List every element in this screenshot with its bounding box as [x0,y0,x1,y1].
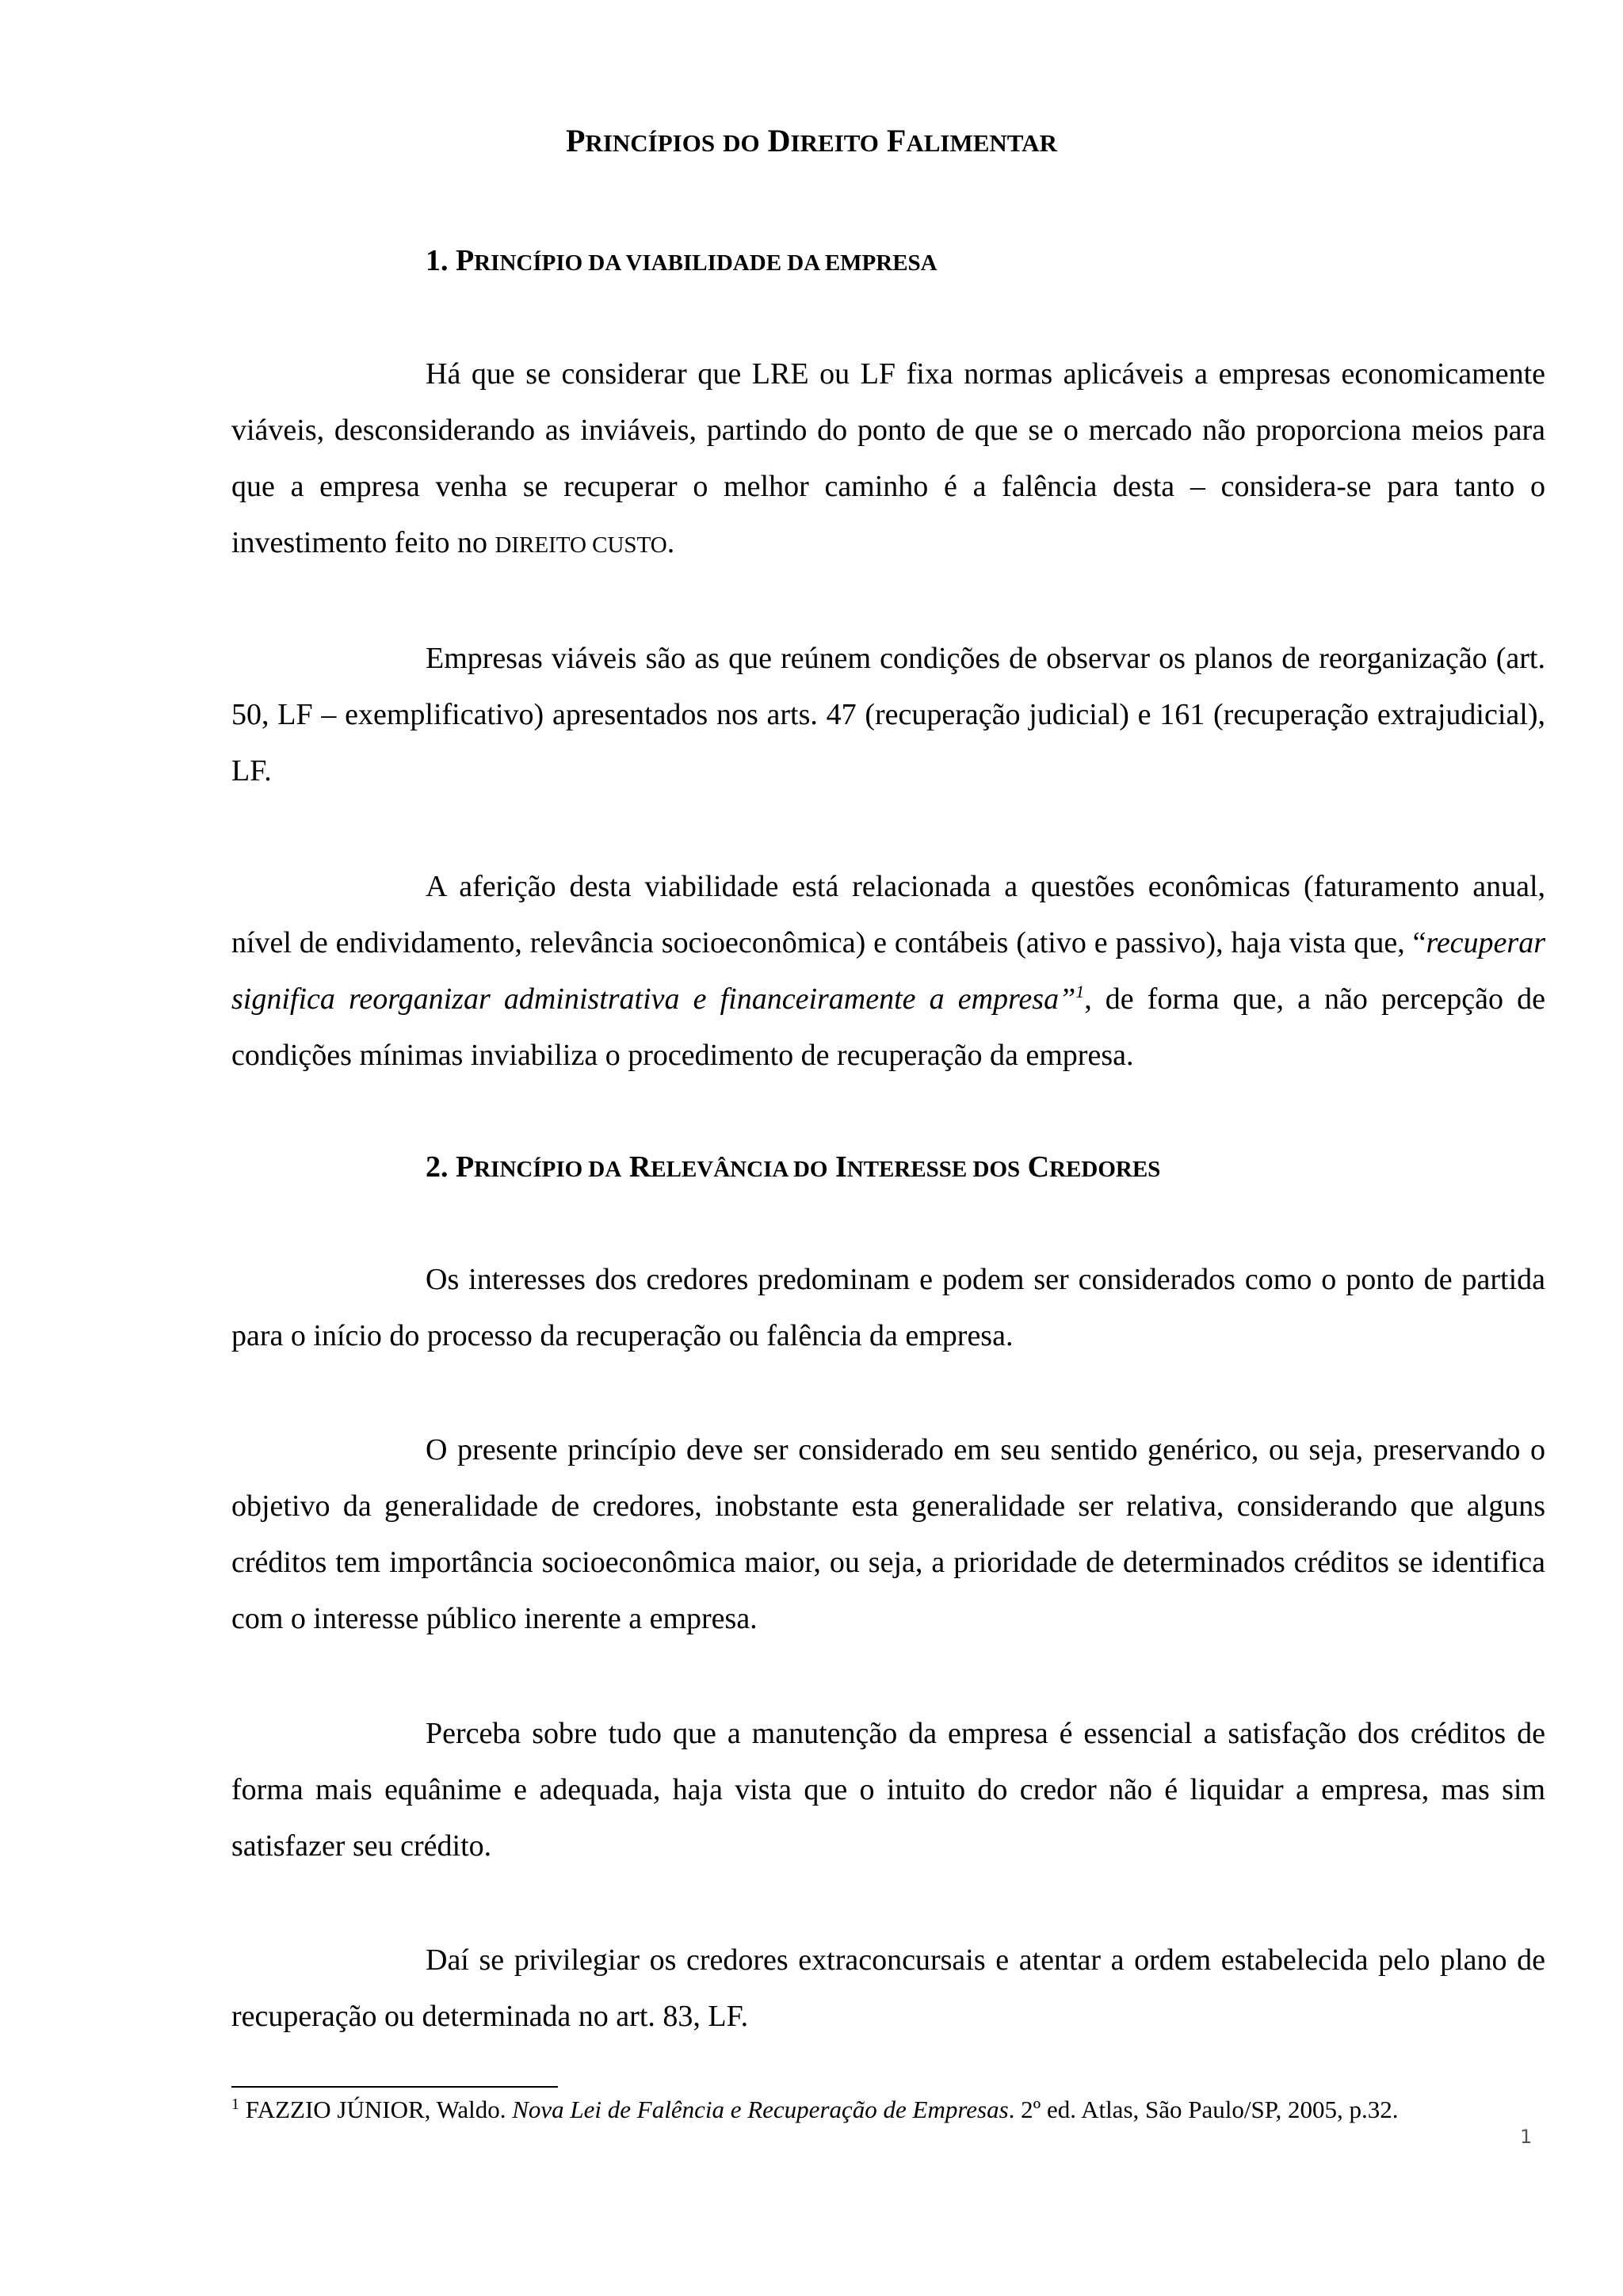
paragraph-manutencao-empresa: Perceba sobre tudo que a manutenção da empresa é essencial a satisfação dos créditos de forma mais equânime e adequada, haja vista que o intuito do credor não é liquidar a empresa, mas sim satisfazer seu crédito. [231,1717,1545,1863]
paragraph-afericao: A aferição desta viabilidade está relacionada a questões econômicas (faturamento anual, nível de endividamento, relevância socioeconômica) e contábeis (ativo e passivo), haja vista que, “recuperar significa reorganizar administrativa e financeiramente a empresa”$^1$, de forma que, a não percepção de condições mínimas inviabiliza o procedimento de recuperação da empresa. [231,870,1545,1072]
section-heading-2: 2. PRINCÍPIO DA RELEVÂNCIA DO INTERESSE DOS CREDORES [426,1150,1161,1184]
paragraph-interesses-credores: Os interesses dos credores predominam e podem ser considerados como o ponto de partida para o início do processo da recuperação ou falência da empresa. [231,1263,1545,1352]
paragraph-sentido-generico: O presente princípio deve ser considerado em seu sentido genérico, ou seja, preservando o objetivo da generalidade de credores, inobstante esta generalidade ser relativa, considerando que alguns créditos tem importância socioeconômica maior, ou seja, a prioridade de determinados créditos se identifica com o interesse público inerente a empresa. [231,1433,1545,1635]
paragraph-credores-extraconcursais: Daí se privilegiar os credores extraconcursais e atentar a ordem estabelecida pelo plano de recuperação ou determinada no art. 83, LF. [231,1943,1545,2033]
paragraph-empresas-viaveis: Empresas viáveis são as que reúnem condições de observar os planos de reorganização (art. 50, LF – exemplificativo) apresentados nos arts. 47 (recuperação judicial) e 161 (recuperação extrajudicial), LF. [231,642,1545,788]
section-heading-1: 1. PRINCÍPIO DA VIABILIDADE DA EMPRESA [426,244,938,277]
footnote: $^1$ FAZZIO JÚNIOR, Waldo. Nova Lei de Falência e Recuperação de Empresas. 2º ed. Atlas, São Paulo/SP, 2005, p.32. [231,2096,1399,2123]
page-number: 1 [1520,2126,1533,2148]
page-title: PRINCÍPIOS DO DIREITO FALIMENTAR [566,123,1057,158]
footnote-divider [231,2086,558,2088]
footnote-reference[interactable]: 1 [1075,982,1085,1001]
paragraph-viabilidade-intro: Há que se considerar que LRE ou LF fixa normas aplicáveis a empresas economicamente viáveis, desconsiderando as inviáveis, partindo do ponto de que se o mercado não proporciona meios para que a empresa venha se recuperar o melhor caminho é a falência desta – considera-se para tanto o investimento feito no DIREITO CUSTO. [231,357,1545,559]
